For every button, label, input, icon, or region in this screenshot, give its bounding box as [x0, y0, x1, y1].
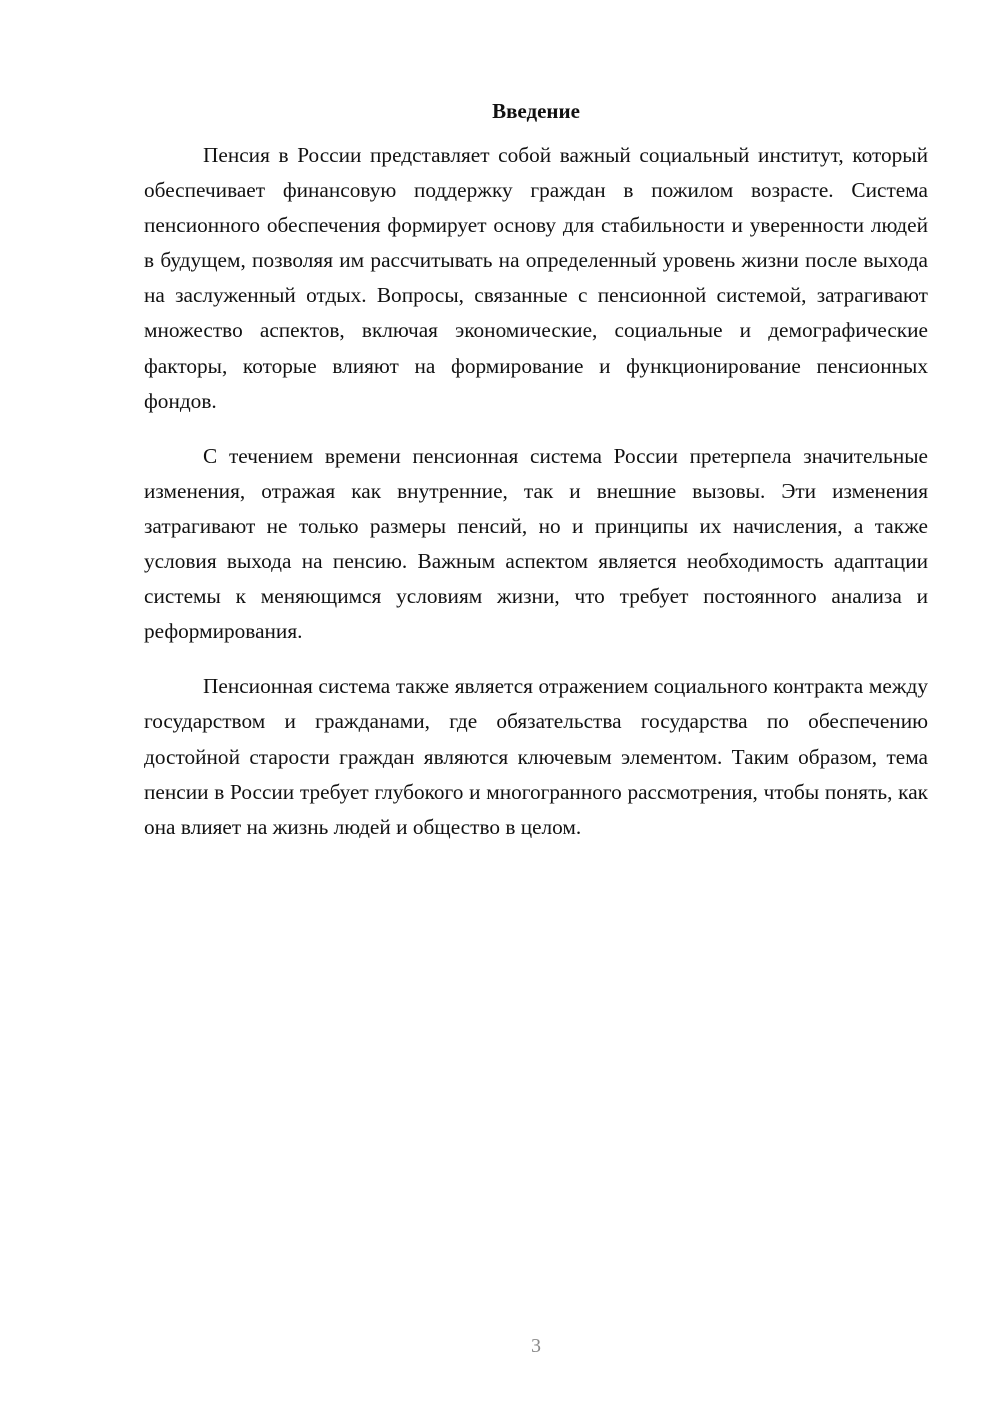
page-content: [144, 96, 928, 865]
paragraph-3: Пенсионная система также является отражением социального контракта между государством и гражданами, где обязательства государства по обеспечению достойной старости граждан являются ключевым элементом. Таким образом, тема пенсии в России требует глубокого и многогранного рассмотрения, чтобы понять, как она влияет на жизнь людей и общество в целом.: [144, 674, 928, 839]
section-title: Введение: [492, 99, 580, 123]
paragraph-1: Пенсия в России представляет собой важный социальный институт, который обеспечивает финансовую поддержку граждан в пожилом возрасте. Система пенсионного обеспечения формирует основу для стабильности и уверенности людей в будущем, позволяя им рассчитывать на определенный уровень жизни после выхода на заслуженный отдых. Вопросы, связанные с пенсионной системой, затрагивают множество аспектов, включая экономические, социальные и демографические факторы, которые влияют на формирование и функционирование пенсионных фондов.: [144, 143, 928, 413]
page-number: 3: [531, 1335, 541, 1357]
paragraph-2: С течением времени пенсионная система России претерпела значительные изменения, отражая как внутренние, так и внешние вызовы. Эти изменения затрагивают не только размеры пенсий, но и принципы их начисления, а также условия выхода на пенсию. Важным аспектом является необходимость адаптации системы к меняющимся условиям жизни, что требует постоянного анализа и реформирования.: [144, 443, 928, 644]
